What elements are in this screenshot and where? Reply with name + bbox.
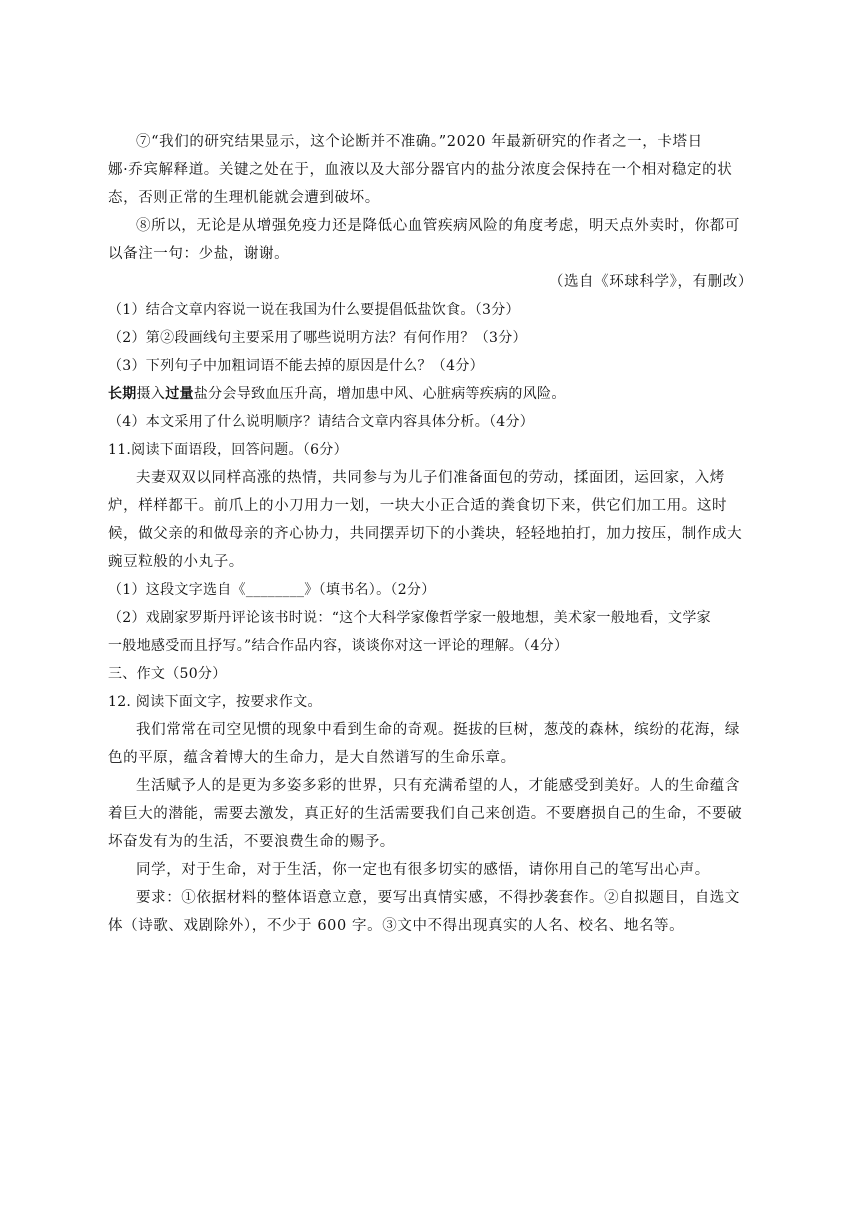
text-line: 我们常常在司空见惯的现象中看到生命的奇观。挺拔的巨树，葱茂的森林，缤纷的花海，绿 xyxy=(136,722,740,738)
bold-word-guoliang: 过量 xyxy=(165,386,194,402)
requirements-line: 体（诗歌、戏剧除外），不少于 600 字。③文中不得出现真实的人名、校名、地名等。 xyxy=(108,918,685,934)
text-line: 坏奋发有为的生活，不要浪费生命的赐予。 xyxy=(108,834,395,850)
text-line: 同学，对于生命，对于生活，你一定也有很多切实的感悟，请你用自己的笔写出心声。 xyxy=(136,862,710,878)
text-line: 色的平原，蕴含着博大的生命力，是大自然谱写的生命乐章。 xyxy=(108,750,516,766)
text-line: 生活赋予人的是更为多姿多彩的世界，只有充满希望的人，才能感受到美好。人的生命蕴含 xyxy=(136,778,740,794)
section-composition xyxy=(108,660,753,940)
document-page xyxy=(108,128,753,940)
passage-paragraph-8 xyxy=(108,212,753,268)
question-list xyxy=(108,296,753,436)
question-11-sub-2: （2）戏剧家罗斯丹评论该书时说：“这个大科学家像哲学家一般地想，美术家一般地看，文学家 xyxy=(108,610,711,626)
question-12-title: 12. 阅读下面文字，按要求作文。 xyxy=(108,694,322,710)
question-11-sub-2-cont: 一般地感受而且抒写。”结合作品内容，谈谈你对这一评论的理解。（4分） xyxy=(108,638,569,654)
text-line: 炉，样样都干。前爪上的小刀用力一划，一块大小正合适的粪食切下来，供它们加工用。这时 xyxy=(108,498,728,514)
question-11 xyxy=(108,436,753,660)
question-11-title: 11.阅读下面语段，回答问题。（6分） xyxy=(108,442,348,458)
question-3-sentence xyxy=(108,380,753,408)
passage-paragraph-7 xyxy=(108,128,753,212)
text-line: 着巨大的潜能，需要去激发，真正好的生活需要我们自己来创造。不要磨损自己的生命，不要破 xyxy=(108,806,743,822)
text-line: 豌豆粒般的小丸子。 xyxy=(108,554,244,570)
text-line: ⑧所以，无论是从增强免疫力还是降低心血管疾病风险的角度考虑，明天点外卖时，你都可 xyxy=(136,218,740,234)
bold-word-changqi: 长期 xyxy=(108,386,137,402)
question-11-sub-1: （1）这段文字选自《________》（填书名）。（2分） xyxy=(108,582,436,598)
text-line: 候，做父亲的和做母亲的齐心协力，共同摆弄切下的小粪块，轻轻地拍打，加力按压，制作成大 xyxy=(108,526,743,542)
section-title: 三、作文（50分） xyxy=(108,666,227,682)
question-2: （2）第②段画线句主要采用了哪些说明方法？有何作用？（3分） xyxy=(108,330,527,346)
question-1: （1）结合文章内容说一说在我国为什么要提倡低盐饮食。（3分） xyxy=(108,302,520,318)
question-4: （4）本文采用了什么说明顺序？请结合文章内容具体分析。（4分） xyxy=(108,414,535,430)
text-line: 态，否则正常的生理机能就会遭到破坏。 xyxy=(108,190,380,206)
sentence-part: 摄入 xyxy=(136,386,166,402)
text-line: 以备注一句：少盐，谢谢。 xyxy=(108,246,290,262)
text-line: 夫妻双双以同样高涨的热情，共同参与为儿子们准备面包的劳动，揉面团，运回家，入烤 xyxy=(136,470,725,486)
requirements-line: 要求：①依据材料的整体语意立意，要写出真情实感，不得抄袭套作。②自拟题目，自选文 xyxy=(136,890,740,906)
sentence-part: 盐分会导致血压升高，增加患中风、心脏病等疾病的风险。 xyxy=(193,386,566,402)
question-3: （3）下列句子中加粗词语不能去掉的原因是什么？（4分） xyxy=(108,358,484,374)
text-line: 娜·乔宾解释道。关键之处在于，血液以及大部分器官内的盐分浓度会保持在一个相对稳定的状 xyxy=(108,162,733,178)
text-line: ⑦“我们的研究结果显示，这个论断并不准确。”2020 年最新研究的作者之一，卡塔日 xyxy=(136,134,703,150)
source-citation: （选自《环球科学》，有删改） xyxy=(548,274,753,290)
